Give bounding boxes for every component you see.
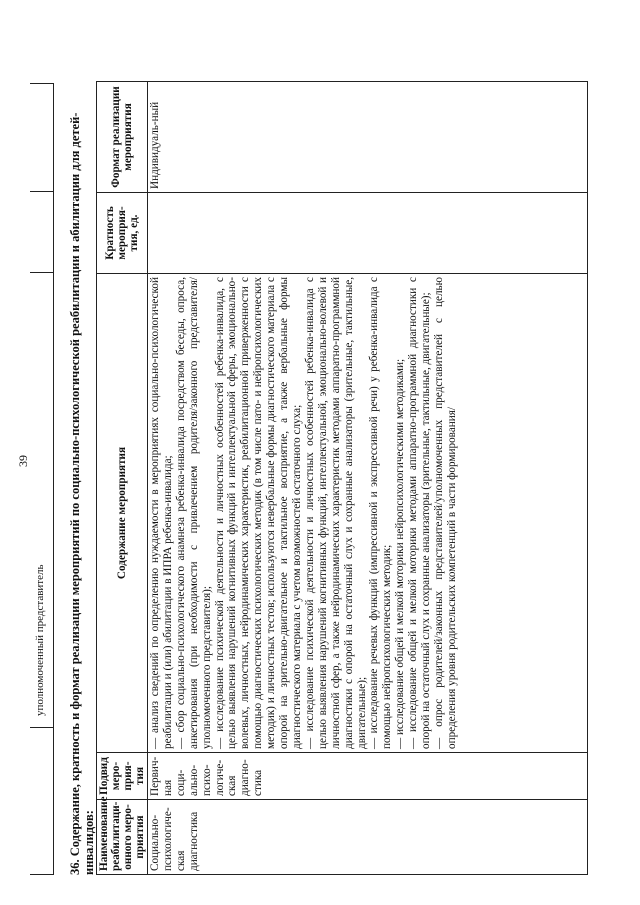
content-item: — исследование психической деятельности и личностных особенностей ребенка-инвалида с целью выявления нарушений когнитивных функций, интеллектуальной, эмоционально-волевой и личностной сфер, а также нейродинамических характеристик методами аппаратно-программной диагностики с опорой на остаточный слух и сохранные анализаторы (зрительные, тактильные, двигательные); bbox=[303, 277, 368, 749]
header-subtype: Подвид меро-прия-тия bbox=[97, 753, 148, 800]
table-header-row bbox=[97, 82, 148, 875]
table-divider bbox=[30, 272, 53, 273]
content-item: — исследование общей и мелкой моторики нейропсихологическими методиками; bbox=[394, 358, 407, 749]
table-divider bbox=[30, 191, 53, 192]
cell-format: Индивидуаль-ный bbox=[148, 82, 588, 193]
header-frequency: Кратность мероприя-тия, ед. bbox=[97, 193, 148, 274]
content-item: — анализ сведений по определению нуждаемости в мероприятиях социально-психологической реабилитации и (или) абилитации в ИПРА ребенка-инвалида; bbox=[149, 277, 174, 749]
cell-frequency bbox=[148, 193, 588, 274]
content-item: — исследование речевых функций (импрессивной и экспрессивной речи) у ребенка-инвалида с помощью нейропсихологических методик; bbox=[368, 277, 394, 749]
table-row bbox=[148, 82, 588, 875]
section-title: 36. Содержание, кратность и формат реализации мероприятий по социально-психологической реабилитации и абилитации для детей-инвалидов: bbox=[68, 112, 96, 875]
header-content: Содержание мероприятия bbox=[97, 274, 148, 753]
table-divider bbox=[30, 727, 53, 728]
representative-text: уполномоченный представитель bbox=[34, 564, 46, 716]
content-item: — опрос родителей/законных представителей/уполномоченных представителей с целью определения уровня родительских компетенций в части формирования/ bbox=[432, 277, 458, 749]
content-item: — исследование общей и мелкой моторики методами аппаратно-программной диагностики с опорой на остаточный слух и сохранные анализаторы (зрительные, тактильные, двигательные); bbox=[407, 277, 433, 749]
content-item: — исследование психической деятельности и личностных особенностей ребенка-инвалида, с целью выявления нарушений когнитивных функций и интеллектуальной сферы, эмоционально-волевых, личностных, нейродинамических характеристик, реабилитационной приверженности с помощью диагностических психологических методик (в том числе пато- и нейропсихологических методик) и личностных тестов; используются невербальные формы диагностического материала с опорой на зрительно-двигательное и тактильное восприятие, а также вербальные формы диагностического материала с учетом возможностей остаточного слуха; bbox=[213, 277, 303, 749]
header-format: Формат реализации мероприятия bbox=[97, 82, 148, 193]
page-number: 39 bbox=[16, 455, 30, 467]
header-name: Наименование реабилитаци-онного меро-приятия bbox=[97, 800, 148, 875]
rehabilitation-table bbox=[96, 81, 588, 875]
cell-name: Социально-психологиче-ская диагностика bbox=[148, 800, 588, 875]
cell-content bbox=[148, 274, 588, 753]
cell-subtype: Первич-ная соци-ально-психо-логиче-ская диагно-стика bbox=[148, 753, 588, 800]
content-item: — сбор социально-психологического анамнеза ребенка-инвалида посредством беседы, опроса, анкетирования (при необходимости с привлечением родителя/законного представителя/уполномоченного представителя); bbox=[174, 277, 213, 749]
previous-table-continuation bbox=[30, 83, 54, 875]
